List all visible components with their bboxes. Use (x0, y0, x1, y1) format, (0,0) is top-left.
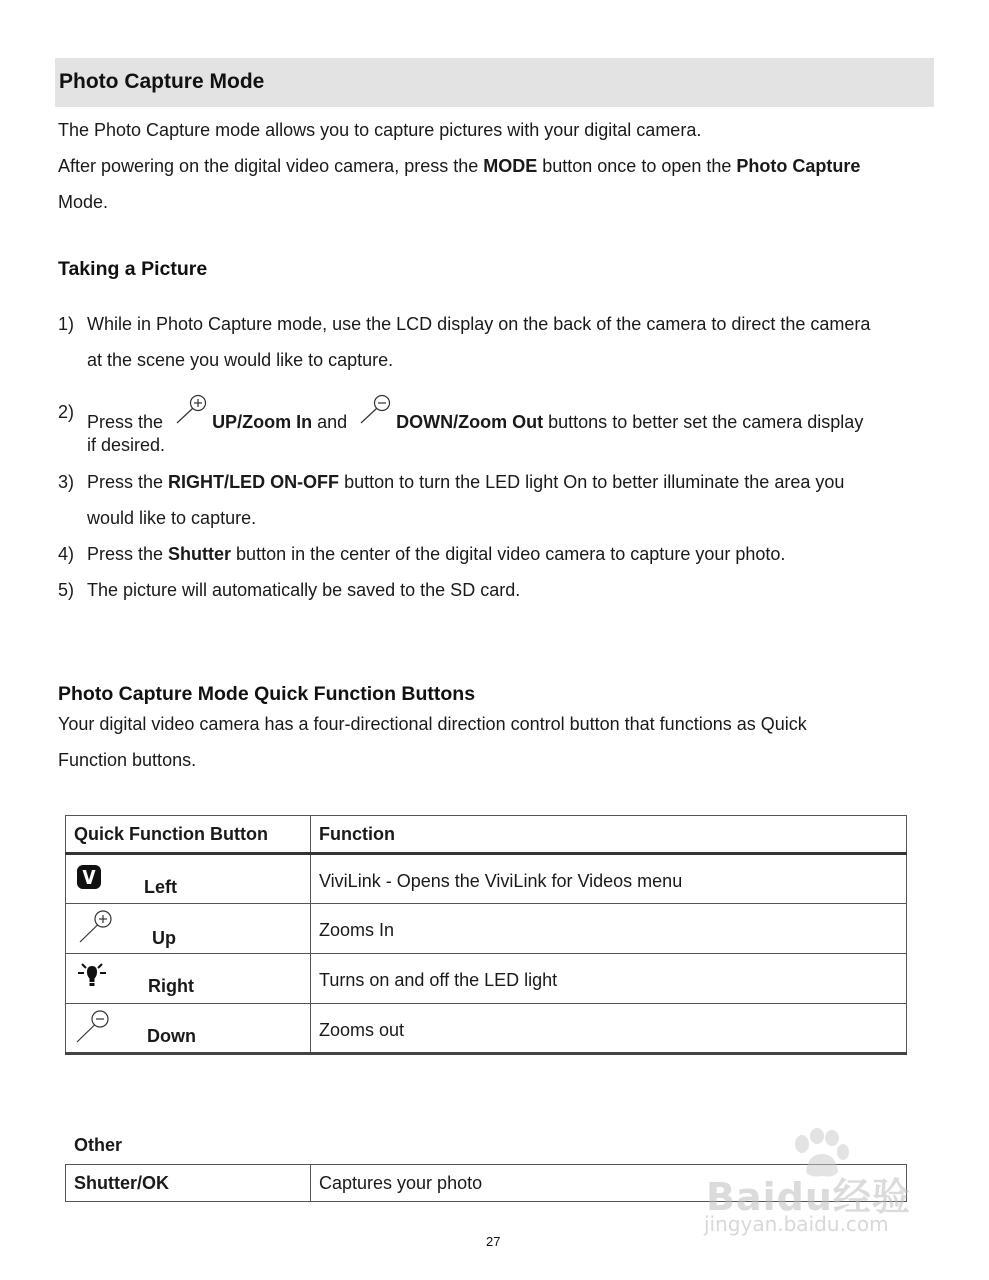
quick-desc-line-2: Function buttons. (58, 750, 197, 770)
text: Press the (87, 544, 169, 564)
down-keyword: DOWN (396, 412, 454, 432)
text: Press the (87, 412, 164, 432)
function-cell: Zooms out (311, 1004, 907, 1054)
quick-desc-line-1: Your digital video camera has a four-directional direction control button that functions as Quick (58, 714, 807, 734)
button-cell (66, 954, 311, 1004)
table-row (66, 954, 907, 1004)
mode-keyword: MODE (483, 156, 538, 176)
intro-line-2 (58, 148, 860, 184)
other-label: Other (74, 1135, 123, 1155)
step-text (87, 464, 844, 500)
up-keyword: UP (212, 412, 238, 432)
zoom-out-icon (76, 1009, 116, 1045)
step-1 (58, 306, 938, 378)
step-number: 3) (58, 472, 75, 492)
step-text (87, 536, 785, 572)
step-3 (58, 464, 938, 536)
led-keyword: LED ON-OFF (229, 472, 340, 492)
quick-function-heading: Photo Capture Mode Quick Function Buttons (58, 683, 476, 705)
button-cell (66, 854, 311, 904)
intro-line-1: The Photo Capture mode allows you to capture pictures with your digital camera. (58, 120, 702, 140)
table-row (66, 904, 907, 954)
watermark-brand: Baidu经验 (706, 1175, 911, 1219)
text: button to turn the LED light On to better illuminate the area you (339, 472, 845, 492)
step-text (87, 394, 863, 440)
quick-function-table (65, 815, 907, 1055)
button-label: Left (144, 877, 177, 897)
function-cell: Turns on and off the LED light (311, 954, 907, 1004)
step-text: The picture will automatically be saved to the SD card. (87, 580, 521, 600)
table-row (66, 854, 907, 904)
text: Press the (87, 472, 169, 492)
step-text: at the scene you would like to capture. (87, 350, 394, 370)
step-text: would like to capture. (87, 508, 257, 528)
text: and (312, 412, 353, 432)
slash: / (224, 472, 230, 492)
step-4 (58, 536, 938, 572)
button-label: Down (147, 1026, 196, 1046)
step-number: 4) (58, 544, 75, 564)
section-header-bar (55, 58, 934, 107)
button-cell (66, 904, 311, 954)
step-number: 1) (58, 314, 75, 334)
text: buttons to better set the camera display (543, 412, 864, 432)
baidu-watermark (700, 1128, 940, 1243)
button-cell: Shutter/OK (66, 1165, 311, 1202)
zoom-in-icon (76, 909, 116, 945)
intro-line-3: Mode. (58, 192, 109, 212)
led-light-icon (74, 962, 110, 992)
right-keyword: RIGHT (168, 472, 225, 492)
zoom-in-keyword: Zoom In (242, 412, 313, 432)
slash: / (237, 412, 243, 432)
text: button in the center of the digital video camera to capture your photo. (231, 544, 786, 564)
shutter-keyword: Shutter (168, 544, 232, 564)
table-row (66, 1004, 907, 1054)
step-text: if desired. (87, 435, 166, 455)
intro-text: button once to open the (537, 156, 737, 176)
photo-capture-keyword: Photo Capture (736, 156, 861, 176)
function-cell: Zooms In (311, 904, 907, 954)
step-5 (58, 572, 938, 608)
intro-text: After powering on the digital video camera, press the (58, 156, 484, 176)
step-number: 5) (58, 580, 75, 600)
zoom-out-keyword: Zoom Out (458, 412, 544, 432)
column-header: Quick Function Button (66, 816, 311, 854)
step-text: While in Photo Capture mode, use the LCD display on the back of the camera to direct the camera (87, 314, 871, 334)
function-cell: Captures your photo (311, 1165, 907, 1202)
column-header: Function (311, 816, 907, 854)
slash: / (453, 412, 459, 432)
function-cell: ViviLink - Opens the ViviLink for Videos menu (311, 854, 907, 904)
watermark-url: jingyan.baidu.com (704, 1212, 889, 1236)
button-label: Right (148, 976, 194, 996)
table-header-row (66, 816, 907, 854)
button-label: Up (152, 928, 176, 948)
step-2 (58, 386, 938, 458)
page-number: 27 (486, 1234, 501, 1249)
step-number: 2) (58, 402, 75, 422)
taking-picture-heading: Taking a Picture (58, 258, 208, 280)
section-title: Photo Capture Mode (59, 70, 265, 93)
zoom-out-icon (355, 394, 393, 426)
vivilink-icon (76, 864, 102, 890)
button-cell (66, 1004, 311, 1054)
zoom-in-icon (171, 394, 209, 426)
